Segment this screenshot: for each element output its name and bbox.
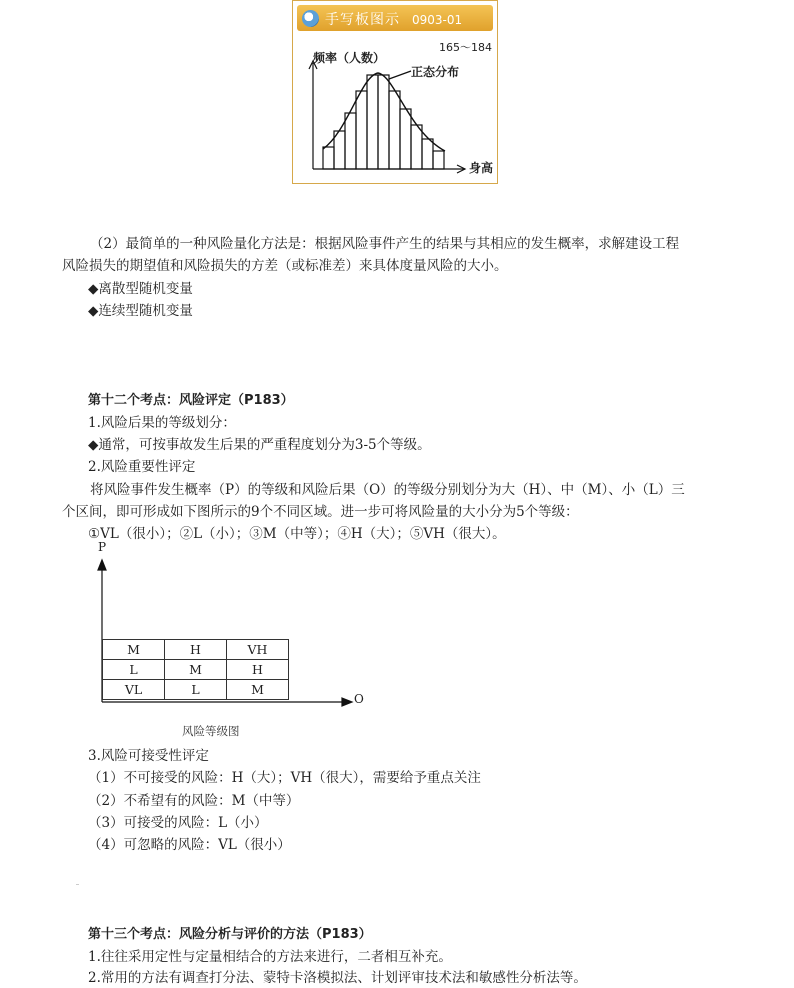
figure-code: 0903-01 (412, 13, 463, 27)
height-range: 165～184 (439, 41, 492, 54)
acceptability-line: （1）不可接受的风险：H（大）；VH（很大），需要给予重点关注 (88, 770, 481, 786)
o-axis-label: O (354, 692, 364, 706)
acceptability-line: （4）可忽略的风险：VL（很小） (88, 837, 291, 853)
section12-item3: 3.风险可接受性评定 (88, 748, 209, 764)
section13-item1: 1.往往采用定性与定量相结合的方法来进行，二者相互补充。 (88, 949, 452, 965)
normal-distribution-sketch (293, 1, 499, 185)
o-axis-arrow (342, 698, 352, 706)
p-axis-label: P (98, 540, 107, 554)
section12-item1-detail: ◆通常，可按事故发生后果的严重程度划分为3-5个等级。 (88, 437, 431, 453)
acceptability-line: （2）不希望有的风险：M（中等） (88, 793, 300, 809)
risk-cell: L (164, 679, 227, 700)
acceptability-line: （3）可接受的风险：L（小） (88, 815, 268, 831)
y-axis-label: 频率（人数） (313, 51, 386, 65)
risk-level-figure (88, 540, 388, 745)
histogram-bars (323, 75, 444, 169)
risk-cell: H (164, 639, 227, 660)
risk-cell: M (164, 659, 227, 680)
curve-label: 正态分布 (411, 65, 460, 79)
handwriting-board-figure (292, 0, 498, 184)
section12-heading: 第十二个考点：风险评定（P183） (88, 393, 294, 408)
x-axis-label: 身高 (469, 161, 494, 175)
p-axis-arrow (98, 560, 106, 570)
risk-cell: H (226, 659, 289, 680)
section12-item2: 2.风险重要性评定 (88, 459, 196, 475)
section13-heading: 第十三个考点：风险分析与评价的方法（P183） (88, 927, 372, 942)
curve-label-pointer (389, 71, 411, 79)
handwriting-board-title: 手写板图示 0903-01 (325, 12, 463, 28)
section12-item2-line3: ①VL（很小）；②L（小）；③M（中等）；④H（大）；⑤VH（很大）。 (88, 526, 506, 542)
risk-cell: VH (226, 639, 289, 660)
risk-cell: M (102, 639, 165, 660)
section13-item2: 2.常用的方法有调查打分法、蒙特卡洛模拟法、计划评审技术法和敏感性分析法等。 (88, 970, 587, 986)
bullet-discrete: ◆离散型随机变量 (88, 281, 193, 297)
risk-cell: VL (102, 679, 165, 700)
section12-item2-line1: 将风险事件发生概率（P）的等级和风险后果（O）的等级分别划分为大（H）、中（M）、小（L）三 (90, 482, 685, 498)
risk-cell: L (102, 659, 165, 680)
para2-line2: 风险损失的期望值和风险损失的方差（或标准差）来具体度量风险的大小。 (62, 258, 508, 274)
section12-item2-line2: 个区间，即可形成如下图所示的9个不同区域。进一步可将风险量的大小分为5个等级： (62, 504, 579, 520)
risk-figure-caption: 风险等级图 (182, 724, 240, 738)
divider-mark (76, 884, 79, 885)
bullet-continuous: ◆连续型随机变量 (88, 303, 193, 319)
para2-line1: （2）最简单的一种风险量化方法是：根据风险事件产生的结果与其相应的发生概率，求解建设工程 (90, 236, 680, 252)
risk-cell: M (226, 679, 289, 700)
section12-item1: 1.风险后果的等级划分： (88, 415, 236, 431)
